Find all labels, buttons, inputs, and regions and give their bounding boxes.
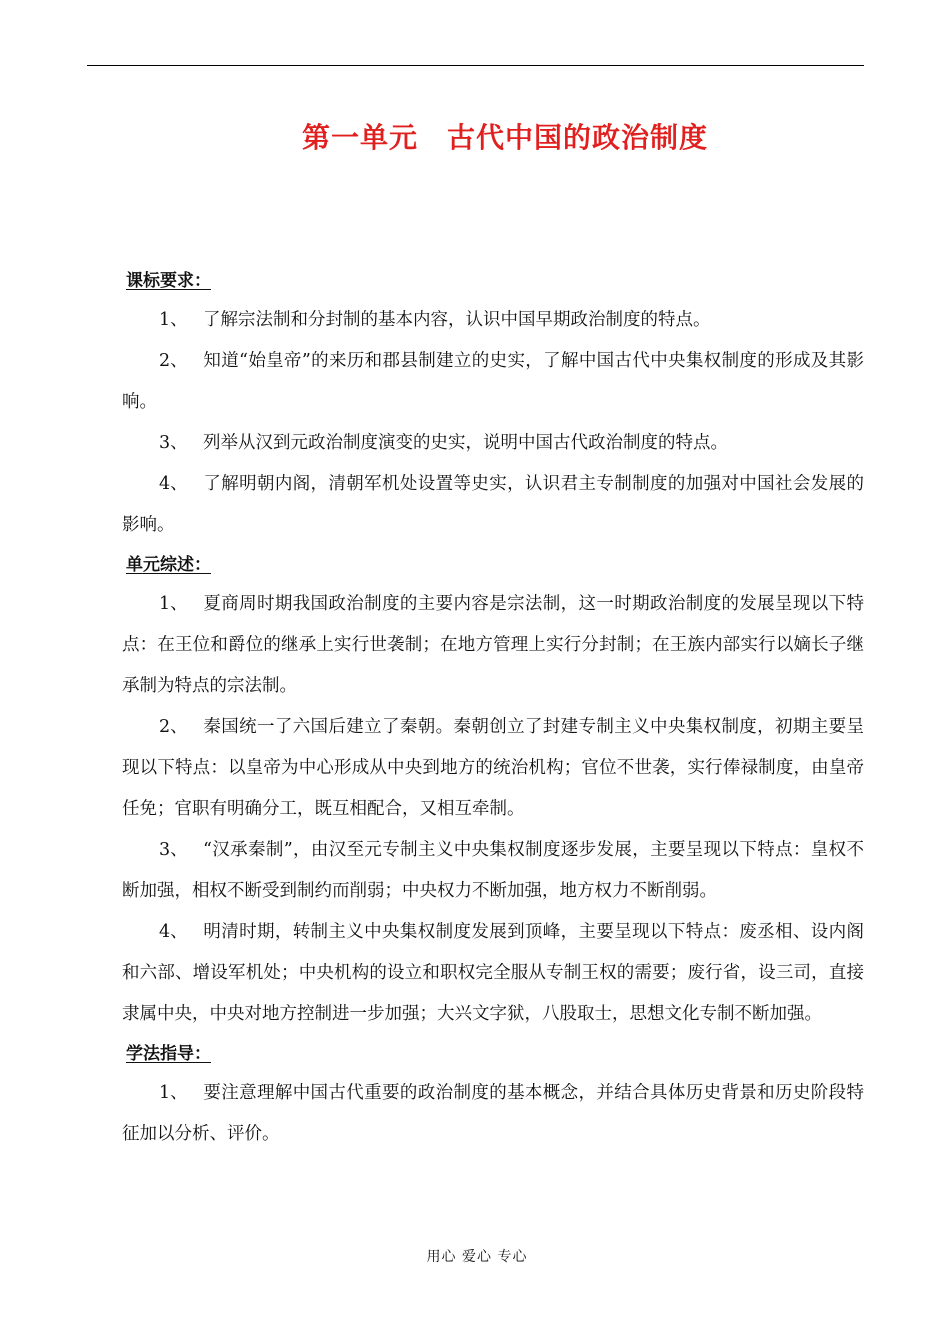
- list-item: [122, 423, 864, 464]
- document-body: [122, 262, 864, 1155]
- item-number: 4、: [159, 474, 188, 494]
- item-number: 3、: [159, 840, 188, 860]
- list-item: [122, 300, 864, 341]
- list-item: [122, 912, 864, 1035]
- section-heading-overview: 单元综述：: [126, 555, 211, 575]
- item-text: 秦国统一了六国后建立了秦朝。秦朝创立了封建专制主义中央集权制度，初期主要呈现以下特点：以皇帝为中心形成从中央到地方的统治机构；官位不世袭，实行俸禄制度，由皇帝任免；官职有明确分工，既互相配合，又相互牵制。: [122, 717, 864, 819]
- item-text: “汉承秦制”，由汉至元专制主义中央集权制度逐步发展，主要呈现以下特点：皇权不断加强，相权不断受到制约而削弱；中央权力不断加强，地方权力不断削弱。: [122, 840, 864, 901]
- item-text: 了解宗法制和分封制的基本内容，认识中国早期政治制度的特点。: [203, 310, 711, 330]
- item-text: 知道“始皇帝”的来历和郡县制建立的史实，了解中国古代中央集权制度的形成及其影响。: [122, 351, 864, 412]
- item-number: 4、: [159, 922, 188, 942]
- item-text: 要注意理解中国古代重要的政治制度的基本概念，并结合具体历史背景和历史阶段特征加以分析、评价。: [122, 1083, 864, 1144]
- list-item: [122, 1073, 864, 1155]
- item-number: 2、: [159, 351, 188, 371]
- item-text: 列举从汉到元政治制度演变的史实，说明中国古代政治制度的特点。: [203, 433, 728, 453]
- list-item: [122, 830, 864, 912]
- item-number: 1、: [159, 594, 188, 614]
- item-number: 3、: [159, 433, 188, 453]
- item-number: 1、: [159, 310, 188, 330]
- list-item: [122, 464, 864, 546]
- item-text: 夏商周时期我国政治制度的主要内容是宗法制，这一时期政治制度的发展呈现以下特点：在王位和爵位的继承上实行世袭制；在地方管理上实行分封制；在王族内部实行以嫡长子继承制为特点的宗法制。: [122, 594, 864, 696]
- section-heading-standards: 课标要求：: [126, 271, 211, 291]
- list-item: [122, 707, 864, 830]
- list-item: [122, 341, 864, 423]
- header-rule: [87, 65, 864, 66]
- item-text: 明清时期，转制主义中央集权制度发展到顶峰，主要呈现以下特点：废丞相、设内阁和六部、增设军机处；中央机构的设立和职权完全服从专制王权的需要；废行省，设三司，直接隶属中央，中央对地方控制进一步加强；大兴文字狱，八股取士，思想文化专制不断加强。: [122, 922, 864, 1024]
- list-item: [122, 584, 864, 707]
- page-footer: 用心 爱心 专心: [426, 1249, 528, 1265]
- item-number: 1、: [159, 1083, 188, 1103]
- page-title: 第一单元 古代中国的政治制度: [301, 121, 708, 154]
- item-number: 2、: [159, 717, 188, 737]
- item-text: 了解明朝内阁，清朝军机处设置等史实，认识君主专制制度的加强对中国社会发展的影响。: [122, 474, 864, 535]
- section-heading-method: 学法指导：: [126, 1044, 211, 1064]
